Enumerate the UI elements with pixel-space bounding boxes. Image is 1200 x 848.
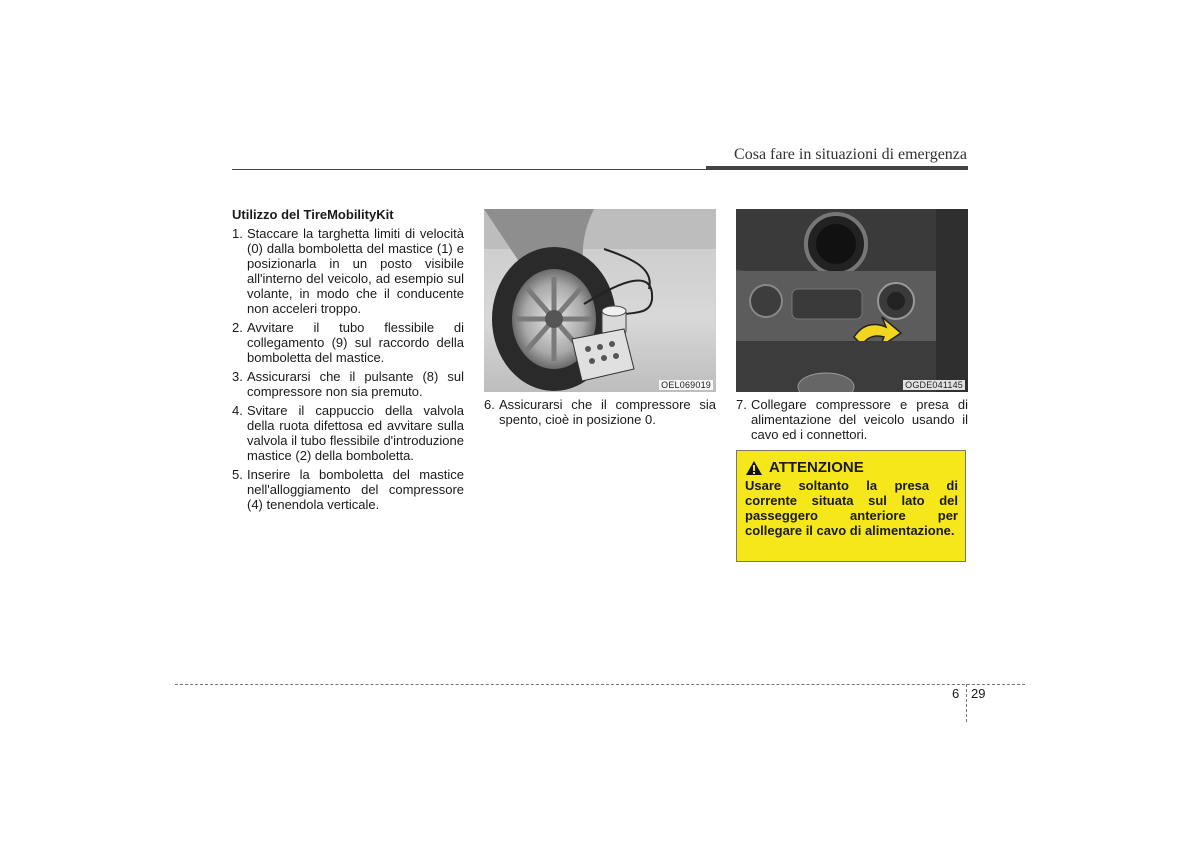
step-item (232, 320, 464, 365)
step-text: Avvitare il tubo flessibile di collegamento (9) sul raccordo della bomboletta del mastice. (247, 320, 464, 365)
step-list (736, 397, 968, 442)
step-item (232, 467, 464, 512)
figure-code: OEL069019 (661, 380, 711, 390)
warning-text: Usare soltanto la presa di corrente situata sul lato del passeggero anteriore per collegare il cavo di alimentazione. (745, 478, 958, 538)
footer-divider (966, 684, 967, 722)
step-text: Staccare la targhetta limiti di velocità (0) dalla bomboletta del mastice (1) e posizionarla in un posto visibile all'interno del veicolo, ad esempio sul volante, in modo che il conducente non acceleri troppo. (247, 226, 464, 316)
step-text: Inserire la bomboletta del mastice nell'alloggiamento del compressore (4) tenendola verticale. (247, 467, 464, 512)
instructions-column-1 (232, 207, 464, 516)
footer-rule (175, 684, 1025, 685)
step-text: Assicurarsi che il compressore sia spento, cioè in posizione 0. (499, 397, 716, 427)
header-rule-accent (706, 166, 968, 170)
step-number: 3. (232, 369, 243, 384)
step-list (484, 397, 716, 427)
warning-triangle-icon (745, 460, 763, 476)
step-list (232, 226, 464, 512)
warning-box (736, 450, 966, 562)
step-item (232, 226, 464, 316)
step-text: Collegare compressore e presa di alimentazione del veicolo usando il cavo ed i connettori. (751, 397, 968, 442)
step-number: 6. (484, 397, 495, 412)
step-item (484, 397, 716, 427)
step-number: 2. (232, 320, 243, 335)
section-title: Utilizzo del TireMobilityKit (232, 207, 394, 222)
figure-code: OGDE041145 (905, 380, 963, 390)
step-number: 7. (736, 397, 747, 412)
step-item (232, 403, 464, 463)
step-item (736, 397, 968, 442)
power-outlet-photo (736, 209, 968, 392)
instructions-column-2 (484, 397, 716, 431)
step-number: 5. (232, 467, 243, 482)
chapter-number: 6 (952, 686, 960, 701)
page-number: 29 (971, 686, 986, 701)
instructions-column-3 (736, 397, 968, 446)
step-text: Assicurarsi che il pulsante (8) sul compressore non sia premuto. (247, 369, 464, 399)
step-item (232, 369, 464, 399)
warning-header (745, 459, 958, 476)
step-number: 1. (232, 226, 243, 241)
step-text: Svitare il cappuccio della valvola della ruota difettosa ed avvitare sulla valvola il tubo flessibile d'introduzione mastice (2) della bomboletta. (247, 403, 464, 463)
tire-compressor-photo (484, 209, 716, 392)
page-header-title: Cosa fare in situazioni di emergenza (734, 146, 967, 163)
warning-title: ATTENZIONE (769, 459, 864, 476)
step-number: 4. (232, 403, 243, 418)
